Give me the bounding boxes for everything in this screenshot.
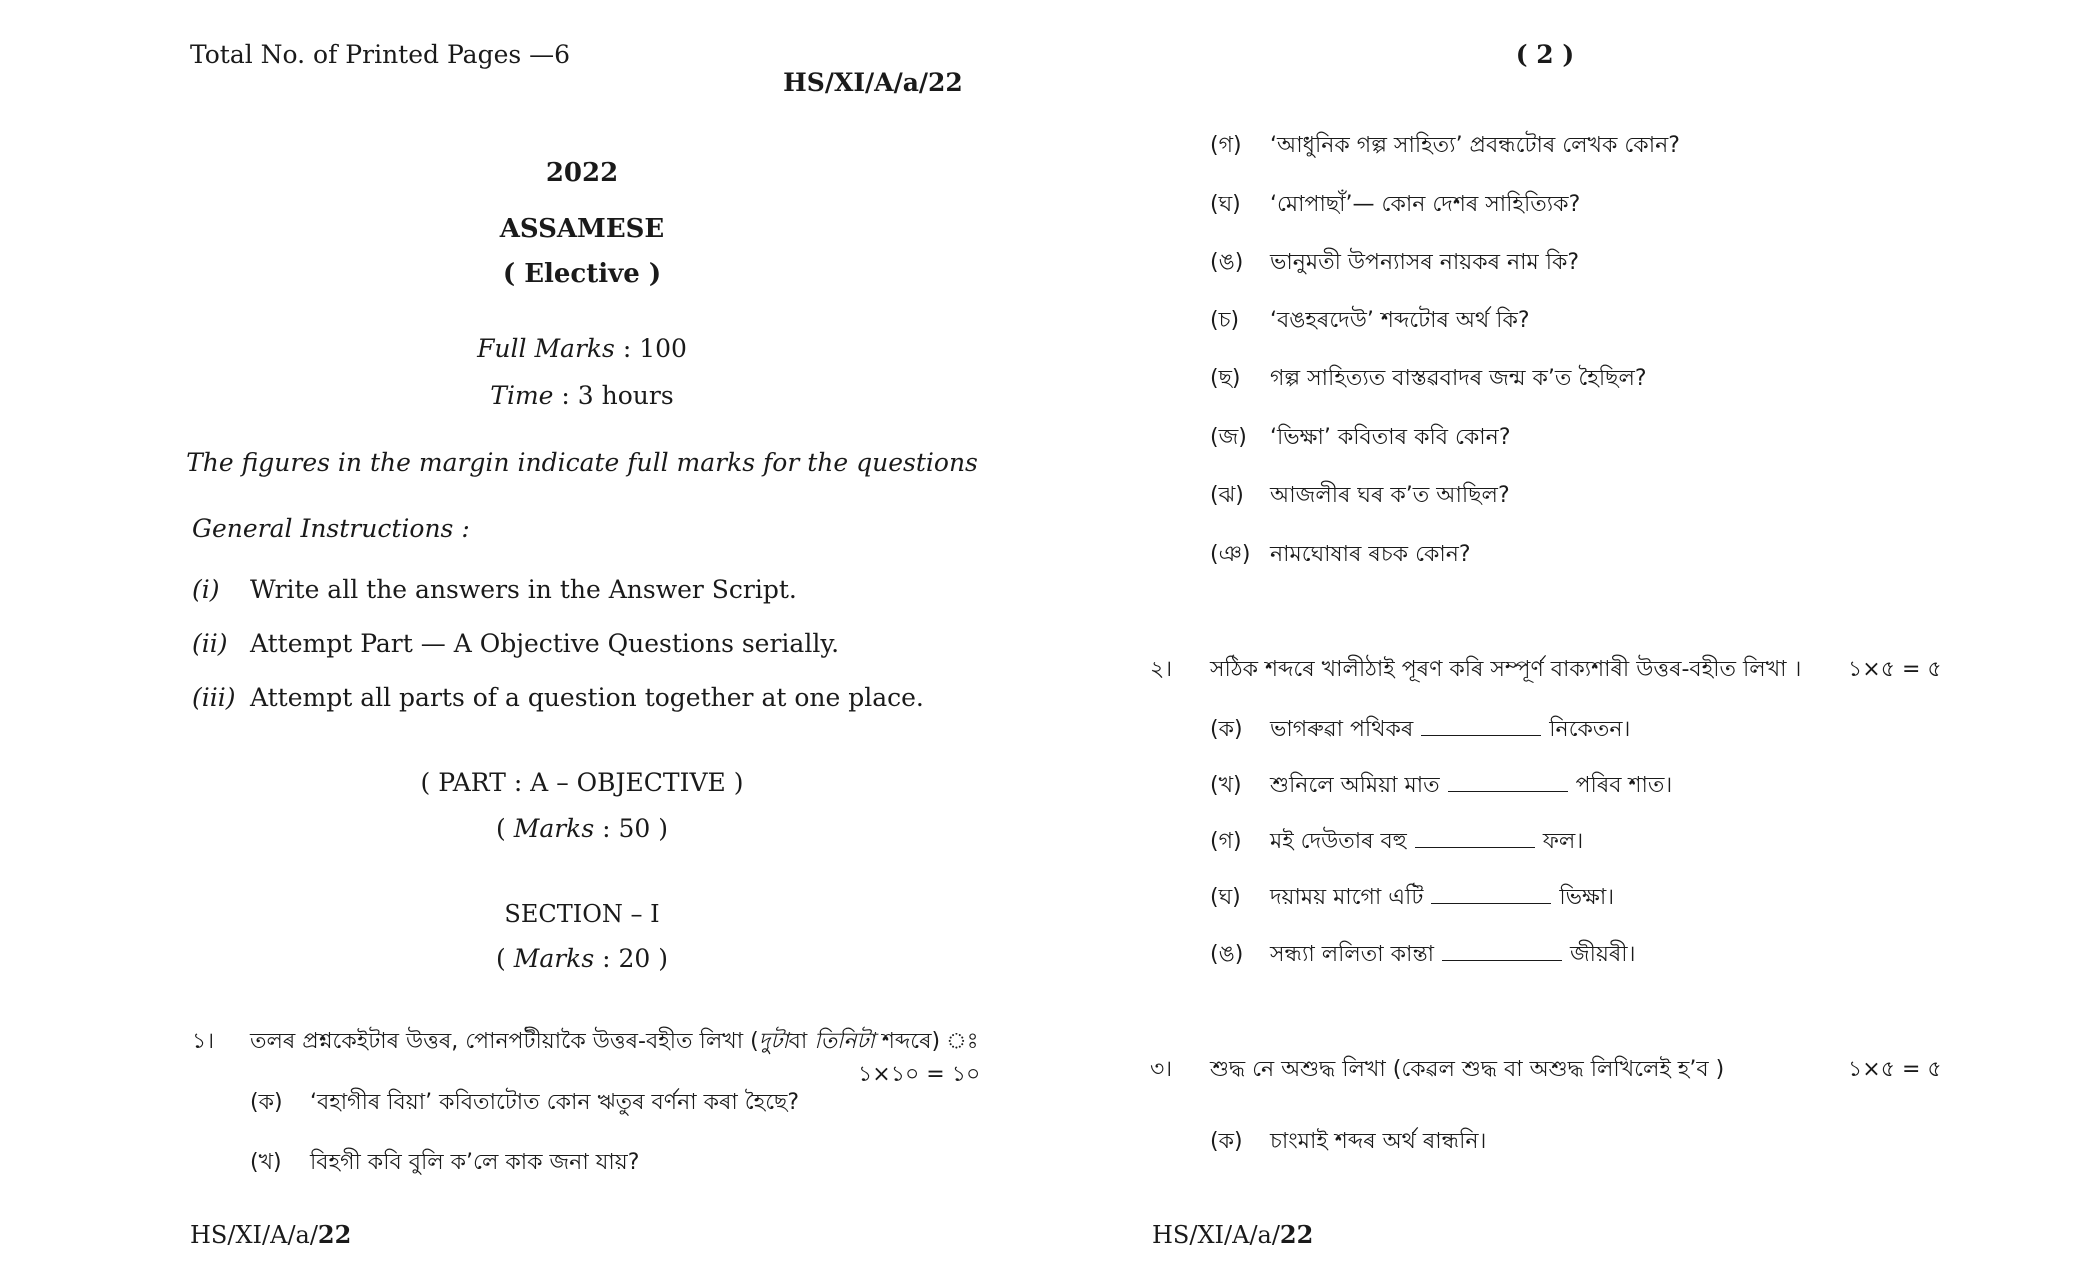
item-label: (খ) bbox=[250, 1150, 282, 1175]
section-marks-value: : 20 ) bbox=[602, 944, 668, 973]
part-marks-open: ( bbox=[496, 814, 506, 843]
instruction-number: (ii) bbox=[192, 629, 228, 658]
question-3-marks: ১×৫ = ৫ bbox=[1848, 1057, 1942, 1082]
item-text: ভানুমতী উপন্যাসৰ নায়কৰ নাম কি? bbox=[1270, 250, 1580, 275]
item-text-before: সন্ধ্যা ললিতা কান্তা bbox=[1270, 942, 1434, 967]
item-label: (ঘ) bbox=[1210, 885, 1241, 910]
time-value: : 3 hours bbox=[561, 381, 674, 410]
list-item bbox=[1210, 361, 1647, 398]
item-text-before: ভাগৰুৱা পথিকৰ bbox=[1270, 717, 1414, 742]
list-item bbox=[1210, 880, 1614, 917]
section-title: SECTION – I bbox=[504, 900, 660, 928]
list-item bbox=[1210, 712, 1630, 749]
question-3 bbox=[1150, 1052, 1724, 1089]
list-item bbox=[1210, 245, 1579, 282]
instruction-item bbox=[192, 629, 839, 658]
item-text-before: দয়াময় মাগো এটি bbox=[1270, 885, 1424, 910]
list-item bbox=[1210, 128, 1680, 165]
total-pages: Total No. of Printed Pages —6 bbox=[190, 40, 571, 69]
part-marks-value: : 50 ) bbox=[602, 814, 668, 843]
full-marks bbox=[477, 334, 687, 363]
item-label: (ঙ) bbox=[1210, 942, 1244, 967]
question-2 bbox=[1150, 652, 1801, 689]
item-label: (ক) bbox=[1210, 717, 1243, 742]
list-item bbox=[1210, 187, 1580, 224]
full-marks-label: Full Marks bbox=[477, 334, 615, 363]
margin-note: The figures in the margin indicate full marks for the questions bbox=[186, 448, 978, 477]
question-number: ২। bbox=[1150, 657, 1173, 682]
page-number: ( 2 ) bbox=[1515, 40, 1575, 69]
item-text: ‘মোপাছাঁ’— কোন দেশৰ সাহিত্যিক? bbox=[1270, 192, 1581, 217]
item-label: (ঞ) bbox=[1210, 542, 1251, 567]
instruction-text: Attempt Part — A Objective Questions serially. bbox=[250, 629, 840, 658]
question-text: তলৰ প্ৰশ্নকেইটাৰ উত্তৰ, পোনপটীয়াকৈ উত্তৰ-বহীত লিখা ( bbox=[250, 1029, 759, 1054]
item-text-after: পৰিব শাত। bbox=[1575, 773, 1673, 798]
time-allowed bbox=[490, 381, 673, 410]
item-text: আজলীৰ ঘৰ ক’ত আছিল? bbox=[1270, 483, 1510, 508]
item-text-after: ফল। bbox=[1542, 829, 1584, 854]
item-label: (ক) bbox=[250, 1090, 283, 1115]
item-text-after: ভিক্ষা। bbox=[1559, 885, 1615, 910]
question-text: শব্দৰে) ঃ bbox=[881, 1029, 979, 1054]
instructions-heading: General Instructions : bbox=[192, 514, 470, 543]
list-item bbox=[1210, 303, 1530, 340]
question-text-emphasis: তিনিটা bbox=[814, 1029, 875, 1054]
question-number: ১। bbox=[192, 1029, 215, 1054]
part-marks-label: Marks bbox=[513, 814, 595, 843]
instruction-text: Write all the answers in the Answer Script. bbox=[250, 575, 797, 604]
footer-code bbox=[1152, 1220, 1313, 1249]
fill-blank bbox=[1442, 959, 1562, 961]
list-item bbox=[1210, 1124, 1486, 1161]
question-text: শুদ্ধ নে অশুদ্ধ লিখা (কেৱল শুদ্ধ বা অশুদ্ধ লিখিলেই হ’ব ) bbox=[1210, 1057, 1725, 1082]
fill-blank bbox=[1421, 734, 1541, 736]
item-text: ‘ভিক্ষা’ কবিতাৰ কবি কোন? bbox=[1270, 425, 1511, 450]
paper-code: HS/XI/A/a/22 bbox=[783, 68, 963, 97]
item-label: (ঙ) bbox=[1210, 250, 1244, 275]
instruction-text: Attempt all parts of a question together at one place. bbox=[250, 683, 924, 712]
item-text: নামঘোষাৰ ৰচক কোন? bbox=[1270, 542, 1471, 567]
question-2-marks: ১×৫ = ৫ bbox=[1848, 657, 1942, 682]
list-item bbox=[1210, 768, 1672, 805]
section-marks-label: Marks bbox=[513, 944, 595, 973]
item-text-before: শুনিলে অমিয়া মাত bbox=[1270, 773, 1440, 798]
list-item bbox=[1210, 478, 1510, 515]
fill-blank bbox=[1415, 846, 1535, 848]
item-text: গল্প সাহিত্যত বাস্তৱবাদৰ জন্ম ক’ত হৈছিল? bbox=[1270, 366, 1647, 391]
part-marks bbox=[496, 814, 668, 843]
item-label: (চ) bbox=[1210, 308, 1240, 333]
item-label: (খ) bbox=[1210, 773, 1242, 798]
item-label: (গ) bbox=[1210, 133, 1242, 158]
fill-blank bbox=[1448, 790, 1568, 792]
footer-code-text: HS/XI/A/a/ bbox=[1152, 1221, 1280, 1249]
item-text: চাংমাই শব্দৰ অৰ্থ ৰান্ধনি। bbox=[1270, 1129, 1487, 1154]
item-label: (ক) bbox=[1210, 1129, 1243, 1154]
question-number: ৩। bbox=[1150, 1057, 1173, 1082]
item-text-after: জীয়ৰী। bbox=[1569, 942, 1636, 967]
footer-code-bold: 22 bbox=[1279, 1220, 1314, 1249]
exam-year: 2022 bbox=[545, 158, 619, 188]
section-marks-open: ( bbox=[496, 944, 506, 973]
instruction-item bbox=[192, 575, 797, 604]
item-text: বিহগী কবি বুলি ক’লে কাক জনা যায়? bbox=[310, 1150, 640, 1175]
instruction-item bbox=[192, 683, 924, 712]
item-label: (ঝ) bbox=[1210, 483, 1244, 508]
question-text-emphasis: দুটা bbox=[758, 1029, 789, 1054]
item-text: ‘আধুনিক গল্প সাহিত্য’ প্ৰবন্ধটোৰ লেখক কোন? bbox=[1270, 133, 1680, 158]
part-title: ( PART : A – OBJECTIVE ) bbox=[420, 768, 744, 797]
footer-code-text: HS/XI/A/a/ bbox=[190, 1221, 318, 1249]
subject-title: ASSAMESE bbox=[499, 214, 665, 244]
item-text: ‘বঙহৰদেউ’ শব্দটোৰ অৰ্থ কি? bbox=[1270, 308, 1530, 333]
list-item bbox=[1210, 824, 1583, 861]
fill-blank bbox=[1431, 902, 1551, 904]
item-label: (ছ) bbox=[1210, 366, 1241, 391]
full-marks-value: : 100 bbox=[622, 334, 687, 363]
question-1 bbox=[192, 1024, 979, 1061]
instruction-number: (i) bbox=[192, 575, 220, 604]
list-item bbox=[1210, 537, 1471, 574]
instruction-number: (iii) bbox=[192, 683, 236, 712]
list-item bbox=[250, 1085, 799, 1122]
time-label: Time bbox=[490, 381, 554, 410]
item-label: (জ) bbox=[1210, 425, 1247, 450]
list-item bbox=[250, 1145, 639, 1182]
question-text: বা bbox=[788, 1029, 808, 1054]
item-text: ‘বহাগীৰ বিয়া’ কবিতাটোত কোন ঋতুৰ বৰ্ণনা কৰা হৈছে? bbox=[310, 1090, 800, 1115]
footer-code-bold: 22 bbox=[317, 1220, 352, 1249]
item-text-before: মই দেউতাৰ বহু bbox=[1270, 829, 1407, 854]
list-item bbox=[1210, 420, 1511, 457]
paper-type: ( Elective ) bbox=[502, 259, 662, 289]
question-1-marks: ১×১০ = ১০ bbox=[858, 1062, 981, 1087]
section-marks bbox=[496, 944, 668, 973]
footer-code bbox=[190, 1220, 351, 1249]
list-item bbox=[1210, 937, 1635, 974]
item-text-after: নিকেতন। bbox=[1549, 717, 1631, 742]
item-label: (ঘ) bbox=[1210, 192, 1241, 217]
item-label: (গ) bbox=[1210, 829, 1242, 854]
question-text: সঠিক শব্দৰে খালীঠাই পূৰণ কৰি সম্পূৰ্ণ বাক্যশাৰী উত্তৰ-বহীত লিখা । bbox=[1210, 657, 1802, 682]
